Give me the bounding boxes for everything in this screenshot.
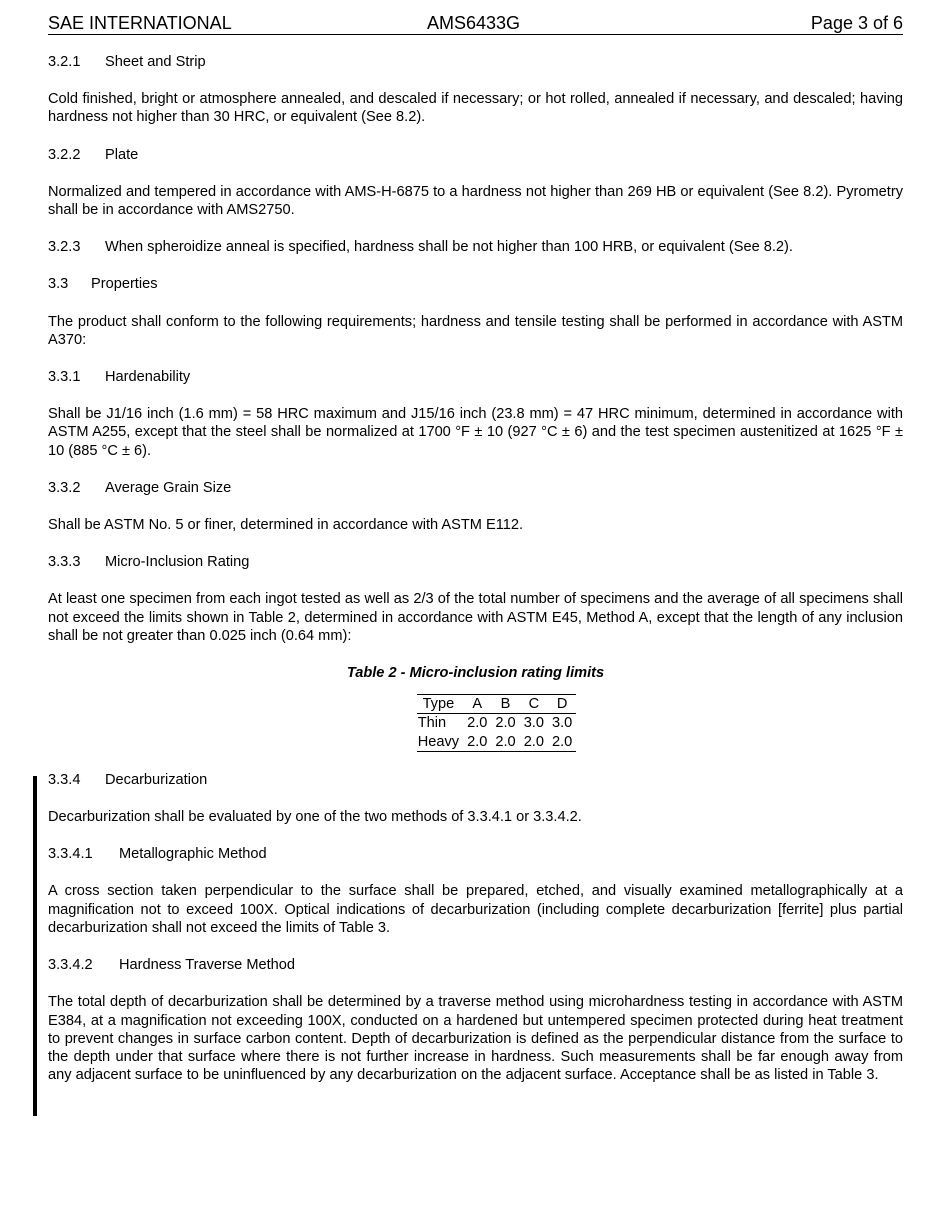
table-cell: 2.0 [523,733,544,750]
section-title: Plate [105,146,139,163]
section-number: 3.3.4.1 [48,846,93,863]
table-cell: 3.0 [523,715,544,732]
table-row [417,714,577,733]
section-number: 3.3.2 [48,479,81,496]
table-cell: 2.0 [495,733,516,750]
section-number: 3.2.2 [48,146,81,163]
section-title: Decarburization [105,771,208,788]
table-header-cell: B [491,695,519,714]
page-header [48,12,903,35]
section-title: When spheroidize anneal is specified, hardness shall be not higher than 100 HRB, or equivalent (See 8.2). [105,239,793,256]
section-title: Hardenability [105,369,191,386]
header-doc-id: AMS6433G [427,13,521,33]
table-header-cell: D [548,695,576,714]
section-heading-3-3-1 [48,368,903,386]
header-org: SAE INTERNATIONAL [48,13,232,33]
table-cell: 2.0 [467,733,488,750]
section-number: 3.2.3 [48,239,81,256]
revision-change-bar [33,776,37,1116]
section-heading-3-3 [48,275,903,293]
section-body-3-2-2: Normalized and tempered in accordance with AMS-H-6875 to a hardness not higher than 269 HB or equivalent (See 8.2). Pyrometry shall be in accordance with AMS2750. [48,183,903,219]
section-body-3-3-2: Shall be ASTM No. 5 or finer, determined in accordance with ASTM E112. [48,517,524,534]
section-number: 3.3.3 [48,554,81,571]
section-heading-3-2-2 [48,146,903,164]
table-cell: Thin [417,715,447,732]
table-cell: Heavy [417,733,460,750]
section-body-3-3-4-2: The total depth of decarburization shall be determined by a traverse method using microhardness testing in accordance with ASTM E384, at a magnification not exceeding 100X, conducted on a hardened but untempered specimen protected during heat treatment to prevent changes in surface carbon content. Depth of decarburization is defined as the perpendicular distance from the surface to the depth under that surface where there is not further increase in hardness. Such measurements shall be far enough away from any adjacent surface to be uninfluenced by any decarburization on the adjacent surface. Acceptance shall be as listed in Table 3. [48,994,903,1084]
section-number: 3.2.1 [48,54,81,70]
table-header-cell: A [463,695,491,714]
section-heading-3-3-4-1 [48,845,903,863]
section-number: 3.3 [48,276,69,293]
table-cell: 2.0 [495,715,516,732]
section-number: 3.3.1 [48,369,81,386]
section-title: Average Grain Size [105,479,232,496]
section-body-3-3-4: Decarburization shall be evaluated by one of the two methods of 3.3.4.1 or 3.3.4.2. [48,809,582,826]
section-title: Micro-Inclusion Rating [105,554,250,571]
section-heading-3-2-1 [48,53,903,71]
section-heading-3-2-3 [48,238,903,256]
table-cell: 2.0 [467,715,488,732]
header-page-number: Page 3 of 6 [810,13,903,33]
section-heading-3-3-4 [48,771,903,789]
section-heading-3-3-4-2 [48,956,903,974]
section-heading-3-3-3 [48,553,903,571]
table-header-cell: C [520,695,548,714]
table-header-row [417,695,577,714]
table-cell: 2.0 [551,733,573,750]
table-header-cell: Type [417,695,463,714]
table-row [417,733,577,752]
section-title: Sheet and Strip [105,54,206,70]
section-title: Metallographic Method [119,846,267,863]
section-title: Hardness Traverse Method [119,957,296,974]
section-body-3-3-3: At least one specimen from each ingot tested as well as 2/3 of the total number of specimens and the average of all specimens shall not exceed the limits shown in Table 2, determined in accordance with ASTM E45, Method A, except that the length of any inclusion shall be not greater than 0.025 inch (0.64 mm): [48,591,903,644]
table-cell: 3.0 [551,715,573,732]
section-number: 3.3.4 [48,771,81,788]
section-number: 3.3.4.2 [48,957,93,974]
table-2-caption: Table 2 - Micro-inclusion rating limits [346,665,605,682]
document-body [48,53,903,1084]
section-body-3-3-1: Shall be J1/16 inch (1.6 mm) = 58 HRC maximum and J15/16 inch (23.8 mm) = 47 HRC minimum, determined in accordance with ASTM A255, except that the steel shall be normalized at 1700 °F ± 10 (927 °C ± 6) and the test specimen austenitized at 1625 °F ± 10 (885 °C ± 6). [48,406,903,459]
section-body-3-2-1: Cold finished, bright or atmosphere annealed, and descaled if necessary; or hot rolled, annealed if necessary, and descaled; having hardness not higher than 30 HRC, or equivalent (See 8.2). [48,91,903,126]
section-body-3-3-4-1: A cross section taken perpendicular to the surface shall be prepared, etched, and visually examined metallographically at a magnification not to exceed 100X. Optical indications of decarburization (including complete decarburization [ferrite] plus partial decarburization shall not exceed the limits of Table 3. [48,883,903,936]
section-heading-3-3-2 [48,479,903,497]
section-body-3-3: The product shall conform to the following requirements; hardness and tensile testing shall be performed in accordance with ASTM A370: [48,313,903,348]
micro-inclusion-table [417,694,577,752]
section-title: Properties [91,276,158,293]
